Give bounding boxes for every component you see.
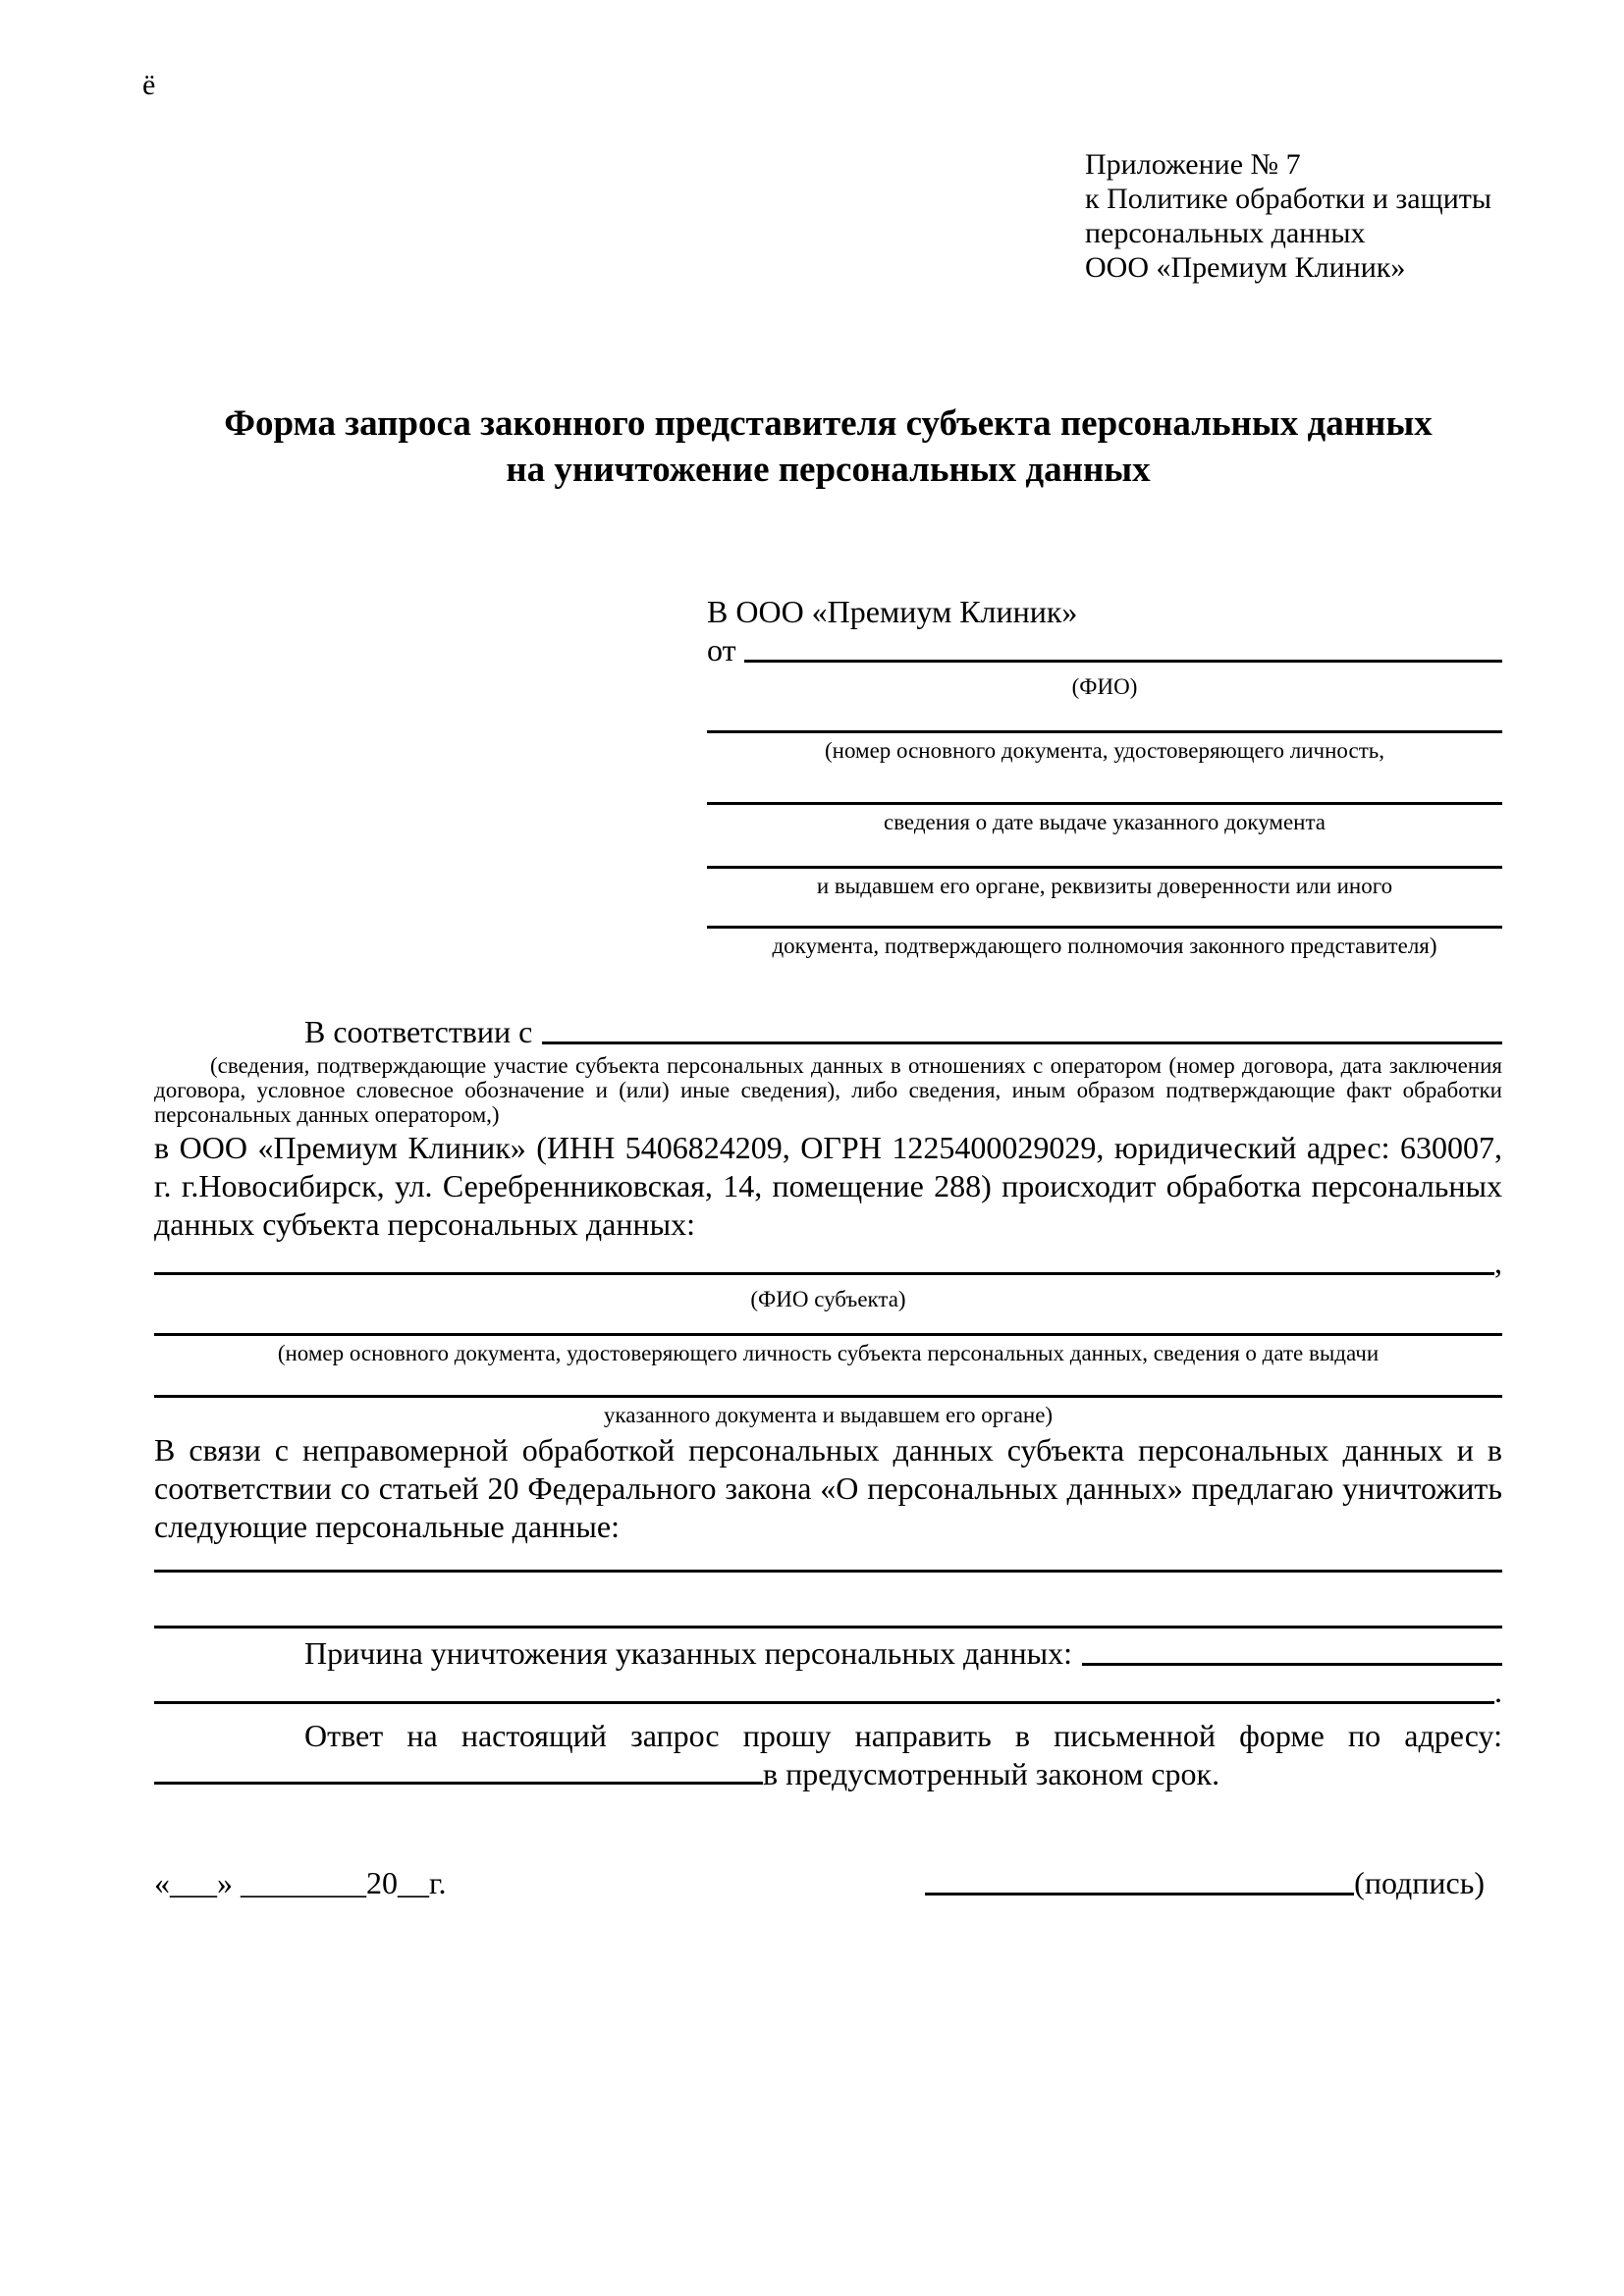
representative-doc-caption-4: документа, подтверждающего полномочия законного представителя) — [772, 934, 1437, 958]
from-label: от — [707, 632, 736, 667]
appendix-line-3: персональных данных — [1085, 217, 1366, 249]
representative-name-blank-line — [744, 660, 1502, 663]
representative-doc-blank-line-3 — [707, 866, 1502, 869]
subject-fio-blank-line — [154, 1272, 1494, 1275]
reply-text: Ответ на настоящий запрос прошу направить в письменной форме по адресу: — [304, 1718, 1502, 1753]
unlawful-processing-paragraph: В связи с неправомерной обработкой персональных данных субъекта персональных данных и в соответствии со статьей 20 Федерального закона «О персональных данных» предлагаю уничтожить следующие персональные данные: — [154, 1432, 1502, 1544]
accordance-note: (сведения, подтверждающие участие субъекта персональных данных в отношениях с оператором (номер договора, дата заключения договора, условное словесное обозначение и (или) иные сведения), либо сведения, иным образом подтверждающие факт обработки персональных данных оператором,) — [154, 1053, 1502, 1127]
page-title-line-2: на уничтожение персональных данных — [506, 450, 1151, 490]
appendix-line-2: к Политике обработки и защиты — [1085, 183, 1492, 215]
addressee-block — [707, 593, 1502, 960]
page-title-line-1: Форма запроса законного представителя субъекта персональных данных — [224, 403, 1433, 444]
reply-paragraph — [154, 1717, 1502, 1793]
accordance-row — [154, 1013, 1502, 1051]
reason-trailing-period: . — [1494, 1674, 1502, 1709]
subject-fio-row — [154, 1244, 1502, 1282]
representative-doc-caption-2: сведения о дате выдаче указанного документа — [883, 810, 1326, 834]
subject-doc-caption-1: (номер основного документа, удостоверяющего личность субъекта персональных данных, сведения о дате выдачи — [277, 1341, 1380, 1365]
representative-doc-blank-line-2 — [707, 802, 1502, 805]
reason-continuation-row — [154, 1673, 1502, 1711]
representative-doc-blank-line-4 — [707, 926, 1502, 929]
subject-doc-blank-line-1 — [154, 1333, 1502, 1336]
reason-row — [154, 1634, 1502, 1673]
accordance-label: В соответствии с — [304, 1014, 533, 1049]
signature-group — [925, 1864, 1485, 1902]
accordance-blank-line — [542, 1041, 1502, 1044]
subject-doc-blank-line-2 — [154, 1395, 1502, 1398]
appendix-line-4: ООО «Премиум Клиник» — [1085, 251, 1406, 284]
fio-caption: (ФИО) — [1071, 674, 1138, 699]
subject-fio-trailing-comma: , — [1494, 1245, 1502, 1280]
signature-caption: (подпись) — [1354, 1865, 1485, 1900]
reason-blank-line-2 — [154, 1701, 1494, 1704]
representative-doc-blank-line-1 — [707, 730, 1502, 733]
data-to-destroy-blank-line-2 — [154, 1626, 1502, 1629]
appendix-block — [1085, 147, 1502, 285]
reply-suffix: в предусмотренный законом срок. — [763, 1756, 1220, 1791]
data-to-destroy-blank-line-1 — [154, 1570, 1502, 1573]
page-title — [154, 400, 1502, 493]
addressee-to: В ООО «Премиум Клиник» — [707, 594, 1078, 629]
appendix-line-1: Приложение № 7 — [1085, 148, 1301, 181]
operator-paragraph: в ООО «Премиум Клиник» (ИНН 5406824209, ОГРН 1225400029029, юридический адрес: 630007, г. г.Новосибирск, ул. Серебренниковская, 14, помещение 288) происходит обработка персональных данных субъекта персональных данных: — [154, 1130, 1502, 1242]
stray-char: ё — [142, 69, 156, 101]
signature-blank-line — [925, 1893, 1354, 1896]
date-blank: «___» ________20__г. — [154, 1865, 447, 1900]
reason-blank-line-1 — [1082, 1663, 1502, 1666]
reason-label: Причина уничтожения указанных персональных данных: — [304, 1635, 1073, 1671]
representative-doc-caption-1: (номер основного документа, удостоверяющего личность, — [824, 738, 1384, 763]
footer-row — [154, 1864, 1502, 1902]
representative-doc-caption-3: и выдавшем его органе, реквизиты доверенности или иного — [816, 874, 1393, 898]
subject-doc-caption-2: указанного документа и выдавшем его органе) — [603, 1403, 1054, 1427]
reply-address-blank-line — [154, 1778, 763, 1785]
subject-fio-caption: (ФИО субъекта) — [750, 1287, 906, 1311]
from-row — [707, 631, 1502, 669]
